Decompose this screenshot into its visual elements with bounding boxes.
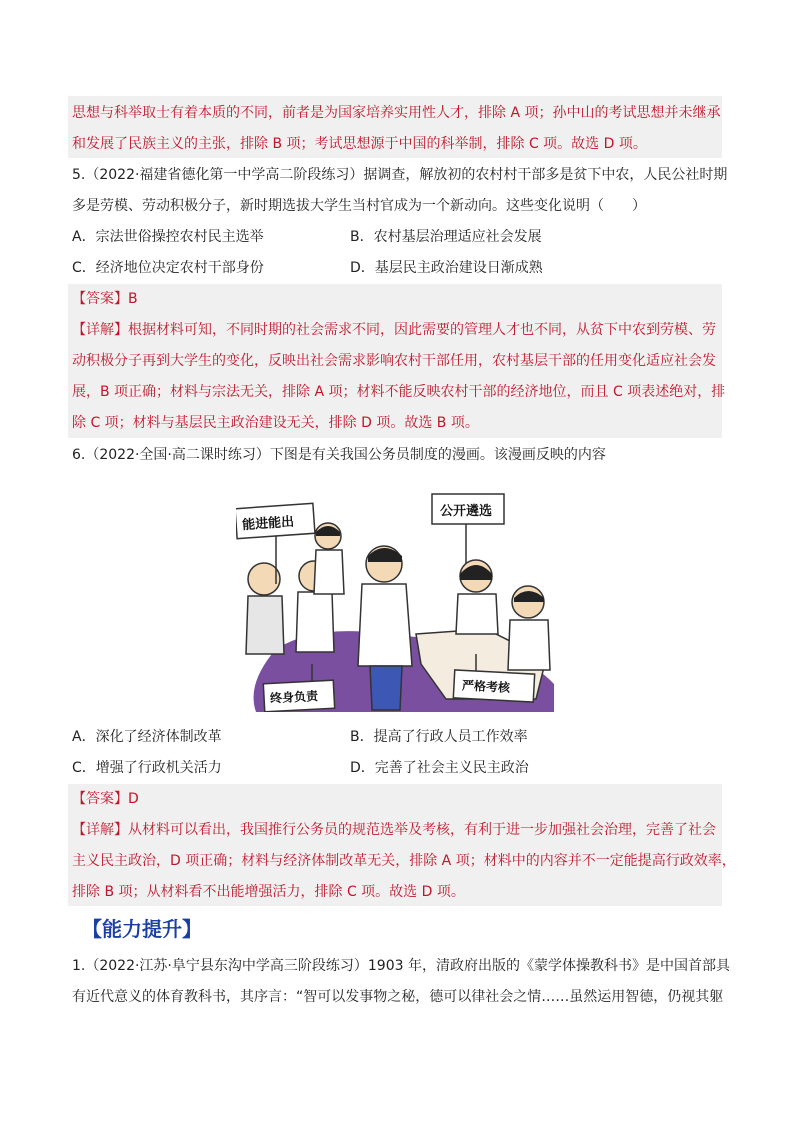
option-b[interactable]: B．农村基层治理适应社会发展: [350, 229, 542, 245]
question-1-stem: 1.（2022·江苏·阜宁县东沟中学高三阶段练习）1903 年，清政府出版的《蒙学体操教科书》是中国首部具: [72, 958, 730, 974]
detail-line: 排除 B 项；从材料看不出能增强活力，排除 C 项。故选 D 项。: [72, 884, 465, 900]
explanation-line: 和发展了民族主义的主张，排除 B 项；考试思想源于中国的科举制，排除 C 项。故选 D 项。: [72, 136, 647, 152]
option-c[interactable]: C．经济地位决定农村干部身份: [72, 260, 264, 276]
detail-label: 【详解】: [72, 822, 128, 838]
answer-value: B: [128, 291, 138, 307]
answer-label: 【答案】: [72, 791, 128, 807]
option-c[interactable]: C．增强了行政机关活力: [72, 760, 222, 776]
detail-line: 主义民主政治，D 项正确；材料与经济体制改革无关，排除 A 项；材料中的内容并不一定能提高行政效率，: [72, 853, 736, 869]
option-d[interactable]: D．完善了社会主义民主政治: [350, 760, 529, 776]
detail-label: 【详解】: [72, 322, 128, 338]
detail-line: 动积极分子再到大学生的变化，反映出社会需求影响农村干部任用，农村基层干部的任用变化适应社会发: [72, 353, 716, 369]
sign-label: 严格考核: [461, 678, 511, 695]
civil-servant-cartoon: [236, 484, 556, 712]
detail-line: 除 C 项；材料与基层民主政治建设无关，排除 D 项。故选 B 项。: [72, 415, 479, 431]
option-a[interactable]: A．宗法世俗操控农村民主选举: [72, 229, 264, 245]
option-a[interactable]: A．深化了经济体制改革: [72, 729, 222, 745]
detail-line: [72, 320, 716, 340]
question-5-stem: 5.（2022·福建省德化第一中学高二阶段练习）据调查，解放初的农村村干部多是贫下中农，人民公社时期: [72, 167, 728, 183]
detail-text: 根据材料可知，不同时期的社会需求不同，因此需要的管理人才也不同，从贫下中农到劳模、劳: [128, 322, 716, 338]
question-5-stem: 多是劳模、劳动积极分子，新时期选拔大学生当村官成为一个新动向。这些变化说明（ ）: [72, 198, 646, 214]
answer-value: D: [128, 791, 139, 807]
question-1-stem: 有近代意义的体育教科书，其序言：“智可以发事物之秘，德可以律社会之情……虽然运用智德，仍视其躯: [72, 989, 724, 1005]
option-d[interactable]: D．基层民主政治建设日渐成熟: [350, 260, 543, 276]
answer-line: [72, 289, 138, 309]
detail-text: 从材料可以看出，我国推行公务员的规范选举及考核，有利于进一步加强社会治理，完善了社会: [128, 822, 716, 838]
question-6-stem: 6.（2022·全国·高二课时练习）下图是有关我国公务员制度的漫画。该漫画反映的内容: [72, 447, 606, 463]
detail-line: [72, 820, 716, 840]
answer-label: 【答案】: [72, 291, 128, 307]
option-b[interactable]: B．提高了行政人员工作效率: [350, 729, 528, 745]
sign-label: 能进能出: [241, 514, 295, 534]
explanation-line: 思想与科举取士有着本质的不同，前者是为国家培养实用性人才，排除 A 项；孙中山的考试思想并未继承: [72, 105, 721, 121]
answer-line: [72, 789, 139, 809]
sign-label: 终身负责: [269, 689, 319, 706]
detail-line: 展，B 项正确；材料与宗法无关，排除 A 项；材料不能反映农村干部的经济地位，而且 C 项表述绝对，排: [72, 384, 726, 400]
section-title: 【能力提升】: [82, 917, 202, 941]
sign-label: 公开遴选: [440, 504, 493, 519]
